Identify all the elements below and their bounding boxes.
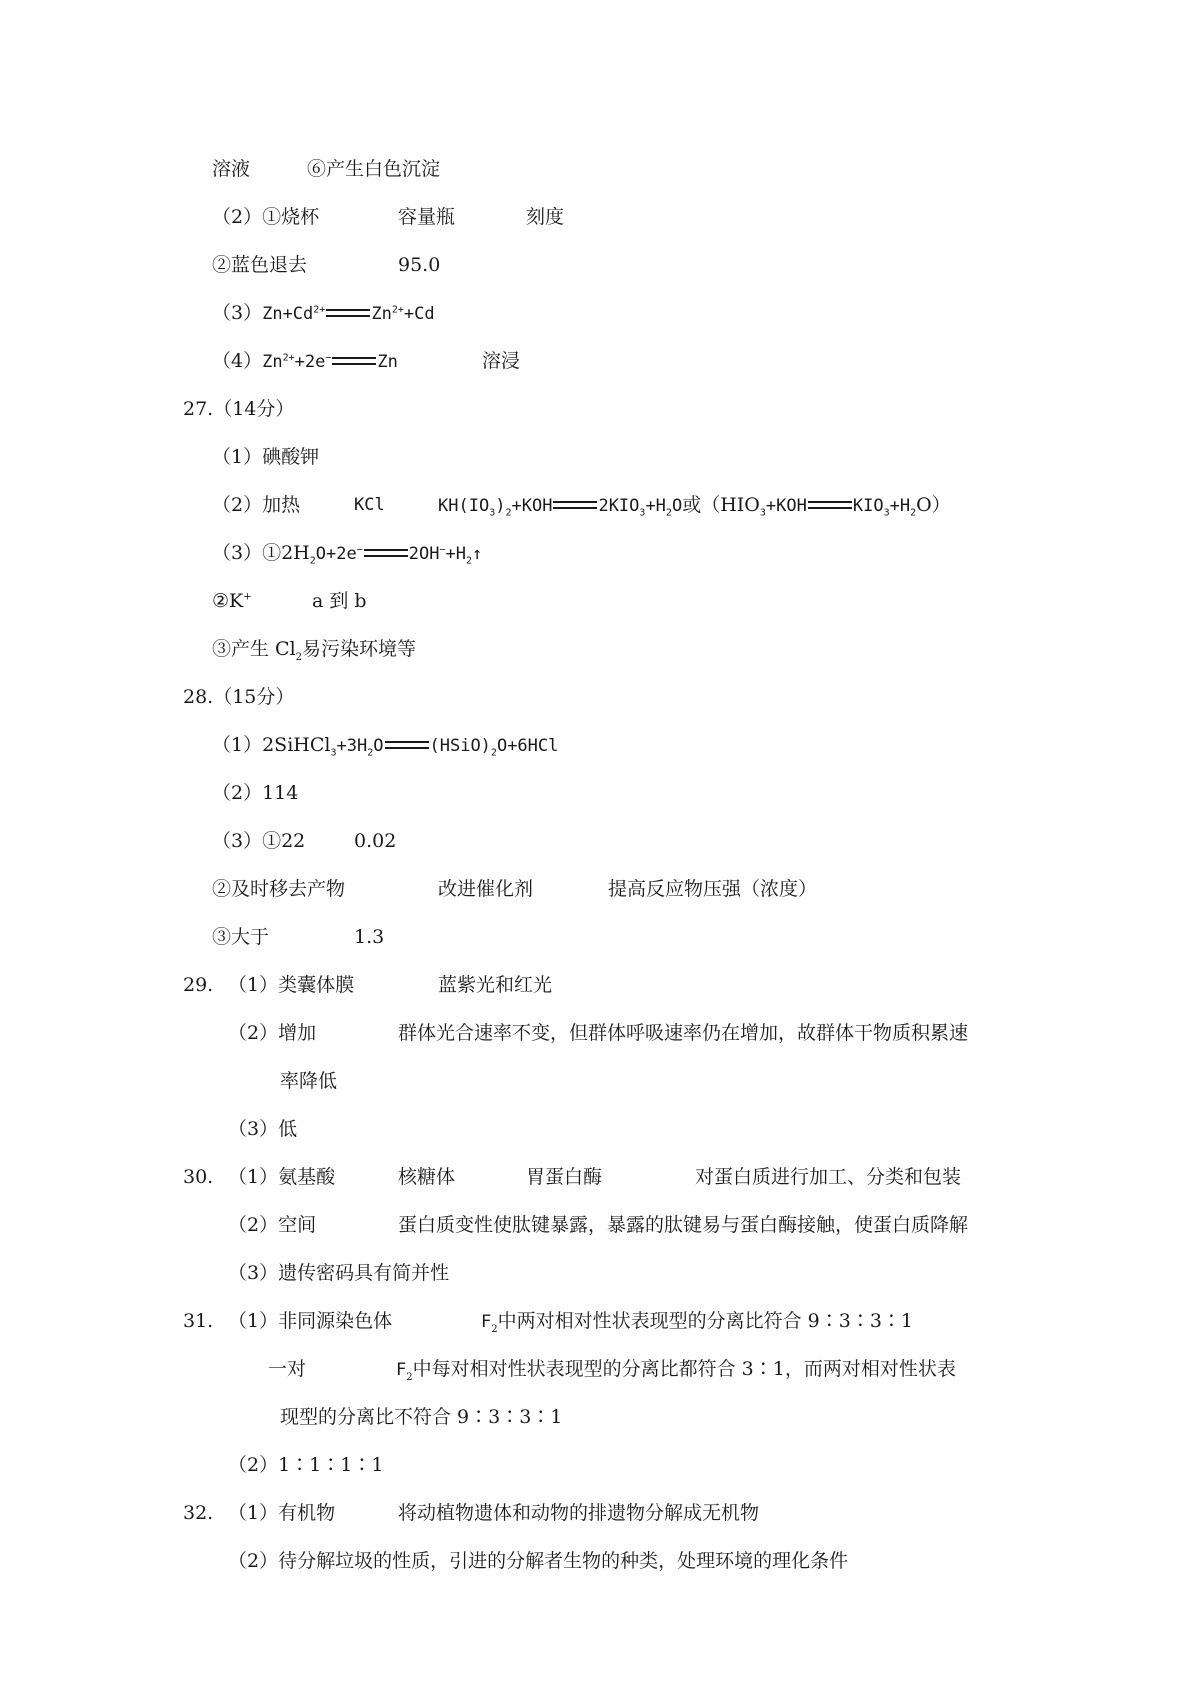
question-27-title: 27.（14分）	[183, 398, 295, 420]
eq-sub: 3	[489, 507, 496, 519]
equals-sign	[808, 501, 852, 509]
question-number-29: 29.	[183, 974, 214, 996]
eq-part: O+2e	[315, 544, 357, 564]
line-31-2: （2）1∶1∶1∶1	[228, 1454, 384, 1476]
eq-sub: 2	[309, 555, 316, 567]
text-ribosome: 核糖体	[398, 1166, 456, 1188]
equals-sign	[553, 501, 597, 509]
question-number-32: 32.	[183, 1502, 214, 1524]
eq-sub: 2	[505, 507, 512, 519]
equals-sign	[326, 309, 370, 317]
label-3: （3）	[212, 302, 263, 324]
equation-kh-io3	[438, 493, 951, 518]
eq-part: +KOH	[511, 496, 553, 516]
eq-minus: −	[439, 544, 446, 556]
eq-zn-product: Zn	[377, 352, 398, 372]
eq-part: KIO	[852, 496, 884, 516]
eq-sub: 2	[466, 555, 473, 567]
eq-sub: 2	[665, 507, 672, 519]
text-f: F	[481, 1312, 492, 1332]
text-pollution: 易污染环境等	[302, 638, 417, 660]
eq-product-cd: +Cd	[403, 304, 435, 324]
eq-part: 2OH	[408, 544, 440, 564]
eq-part: +H	[889, 496, 911, 516]
text-explanation-29: 群体光合速率不变，但群体呼吸速率仍在增加，故群体干物质积累速	[398, 1022, 969, 1044]
question-number-30: 30.	[183, 1166, 214, 1188]
eq-sub: 2	[295, 651, 303, 663]
text-decompose: 将动植物遗体和动物的排遗物分解成无机物	[398, 1502, 760, 1524]
eq-minus: −	[356, 544, 363, 556]
label-1: （1）2SiHCl	[212, 734, 331, 756]
eq-part: O）	[916, 494, 951, 516]
text-explanation-30: 蛋白质变性使肽键暴露，暴露的肽键易与蛋白酶接触，使蛋白质降解	[398, 1214, 969, 1236]
text-pepsin: 胃蛋白酶	[526, 1166, 603, 1188]
text-value-22: （3）①22	[212, 830, 306, 852]
text-value-002: 0.02	[354, 830, 397, 852]
text-remove-product: ②及时移去产物	[212, 878, 346, 900]
text-ratio-31	[396, 1357, 956, 1382]
text-value-95: 95.0	[398, 254, 441, 276]
text-blue-fades: ②蓝色退去	[212, 254, 308, 276]
text-value-13: 1.3	[354, 926, 385, 948]
text-greater-than: ③大于	[212, 926, 270, 948]
line-31-1-c: 现型的分离比不符合 9∶3∶3∶1	[280, 1406, 563, 1428]
text-raise-pressure: 提高反应物压强（浓度）	[608, 878, 818, 900]
text-leaching: 溶浸	[482, 350, 521, 372]
eq-sub: 3	[883, 507, 890, 519]
text-beaker: （2）①烧杯	[212, 206, 320, 228]
equals-sign	[364, 549, 408, 557]
eq-sub: 2	[910, 507, 917, 519]
eq-sub: 3	[330, 747, 337, 759]
text-a-to-b: a 到 b	[312, 590, 367, 612]
text-k: ②K	[212, 590, 244, 612]
eq-part: 2KIO	[598, 496, 640, 516]
text-improve-catalyst: 改进催化剂	[438, 878, 534, 900]
eq-charge: 2+	[313, 304, 326, 316]
text-heat: （2）加热	[212, 494, 301, 516]
eq-charge-2: 2+	[391, 304, 404, 316]
equation-water-reduction	[212, 541, 482, 566]
eq-sub: 3	[639, 507, 646, 519]
eq-charge: 2+	[282, 352, 295, 364]
line-30-3: （3）遗传密码具有简并性	[228, 1262, 450, 1284]
text-spatial: （2）空间	[228, 1214, 317, 1236]
eq-part: O+6HCl	[496, 736, 559, 756]
eq-part: (HSiO)	[429, 736, 491, 756]
eq-part: O	[671, 496, 683, 516]
eq-sub: 2	[406, 1371, 413, 1383]
text-f: F	[396, 1360, 407, 1380]
label-4: （4）	[212, 350, 263, 372]
text-white-precipitate: ⑥产生白色沉淀	[307, 158, 441, 180]
text-increase: （2）增加	[228, 1022, 317, 1044]
eq-electrons: +2e	[294, 352, 326, 372]
up-arrow-icon: ↑	[472, 544, 483, 564]
eq-sub: 2	[490, 747, 497, 759]
eq-zn: Zn	[262, 352, 283, 372]
eq-or: 或（HIO	[682, 494, 760, 516]
eq-part: KH(IO	[438, 496, 490, 516]
eq-product-zn: Zn	[371, 304, 392, 324]
line-29-2-cont: 率降低	[280, 1070, 338, 1092]
equals-sign	[385, 741, 429, 749]
eq-sub: 2	[491, 1323, 498, 1335]
eq-sub: 3	[759, 507, 766, 519]
text-ratio-desc: 中两对相对性状表现型的分离比符合 9∶3∶3∶1	[497, 1310, 914, 1332]
text-ratio-desc-2: 中每对相对性状表现型的分离比都符合 3∶1，而两对相对性状表	[412, 1358, 956, 1380]
text-protein-processing: 对蛋白质进行加工、分类和包装	[695, 1166, 962, 1188]
eq-sub: 2	[367, 747, 374, 759]
label-3-1: （3）①2H	[212, 542, 310, 564]
text-thylakoid: （1）类囊体膜	[228, 974, 355, 996]
text-amino-acid: （1）氨基酸	[228, 1166, 336, 1188]
text-one-pair: 一对	[268, 1358, 307, 1380]
line-27-3-3	[212, 637, 416, 661]
eq-part: +H	[645, 496, 666, 516]
text-produces-cl: ③产生 Cl	[212, 638, 296, 660]
text-kcl: KCl	[354, 495, 385, 515]
eq-part: )	[495, 496, 506, 516]
text-solution: 溶液	[212, 158, 251, 180]
eq-part: O	[373, 736, 384, 756]
eq-minus: −	[325, 352, 332, 364]
question-28-title: 28.（15分）	[183, 686, 295, 708]
text-ratio-9331	[481, 1309, 913, 1334]
text-non-homologous: （1）非同源染色体	[228, 1310, 393, 1332]
equation-zn-cd	[212, 301, 435, 326]
text-organic: （1）有机物	[228, 1502, 336, 1524]
text-scale: 刻度	[526, 206, 565, 228]
text-k-ion	[212, 589, 252, 613]
line-32-2: （2）待分解垃圾的性质，引进的分解者生物的种类，处理环境的理化条件	[228, 1550, 849, 1572]
question-number-31: 31.	[183, 1310, 214, 1332]
text-light-color: 蓝紫光和红光	[438, 974, 553, 996]
line-28-2: （2）114	[212, 782, 299, 804]
equation-sihcl3-hydrolysis	[212, 733, 558, 758]
eq-charge: +	[243, 591, 252, 603]
eq-reactants: Zn+Cd	[262, 304, 314, 324]
text-volumetric-flask: 容量瓶	[398, 206, 456, 228]
line-27-1: （1）碘酸钾	[212, 446, 320, 468]
equation-zn-reduction	[212, 349, 398, 374]
line-29-3: （3）低	[228, 1118, 298, 1140]
eq-part: +KOH	[765, 496, 807, 516]
eq-part: +3H	[336, 736, 368, 756]
equals-sign	[332, 357, 376, 365]
eq-part: +H	[445, 544, 466, 564]
